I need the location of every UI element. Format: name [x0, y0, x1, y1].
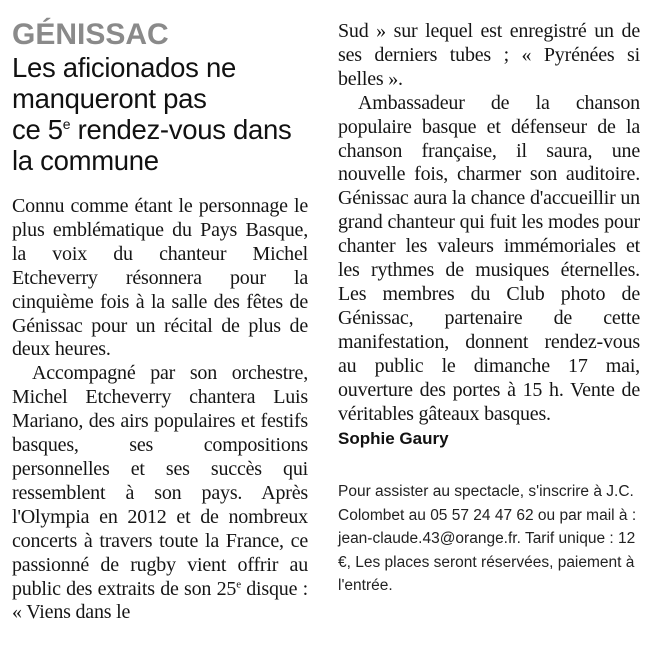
- article-kicker: GÉNISSAC: [12, 18, 169, 51]
- paragraph-program-text: Accompagné par son orchestre, Michel Etcheverry chantera Luis Mariano, des airs populaires et festifs basques, ses compositions personnelles et ses succès qui ressemblent à son pays. Après l'Olympia en 2012 et de nombreux concerts à travers toute la France, ce passionné de rugby vient offrir au public des extraits de son 25: [12, 362, 308, 600]
- left-body-text: [12, 195, 308, 625]
- paragraph-ambassador: Ambassadeur de la chanson populaire basque et défenseur de la chanson française, il saura, une nouvelle fois, charmer son auditoire. Génissac aura la chance d'accueillir un grand chanteur qui fuit les modes pour chanter les valeurs immémoriales et les rythmes de musiques éternelles. Les membres du Club photo de Génissac, partenaire de cette manifestation, donnent rendez-vous au public le dimanche 17 mai, ouverture des portes à 15 h. Vente de véritables gâteaux basques.: [338, 91, 640, 425]
- paragraph-intro: Connu comme étant le personnage le plus emblématique du Pays Basque, la voix du chanteur Michel Etcheverry résonnera pour la cinquième fois à la salle des fêtes de Génissac pour un récital de plus de deux heures.: [12, 195, 308, 361]
- headline-ordinal-suffix: e: [62, 115, 71, 132]
- paragraph-program: [12, 362, 308, 625]
- paragraph-program-text-end: disque : « Viens dans le: [12, 577, 308, 624]
- headline-line-3-start: ce 5: [12, 114, 63, 145]
- headline-line-2: manqueront pas: [12, 83, 207, 114]
- article-headline: [12, 52, 308, 176]
- headline-line-1: Les aficionados ne: [12, 52, 236, 83]
- left-column: [12, 20, 308, 625]
- ordinal-suffix: e: [236, 577, 241, 590]
- headline-line-4: la commune: [12, 145, 159, 176]
- author-signature: Sophie Gaury: [338, 429, 449, 449]
- practical-info-box: Pour assister au spectacle, s'inscrire à J.C. Colombet au 05 57 24 47 62 ou par mail à : jean-claude.43@orange.fr. Tarif unique : 12 €, Les places seront réservées, paiement à l'entrée.: [338, 483, 637, 595]
- paragraph-continued: Sud » sur lequel est enregistré un de ses derniers tubes ; « Pyrénées si belles ».: [338, 20, 640, 90]
- headline-line-3-end: rendez-vous dans: [70, 114, 292, 145]
- right-body-text: [338, 20, 640, 426]
- right-column: [338, 20, 640, 597]
